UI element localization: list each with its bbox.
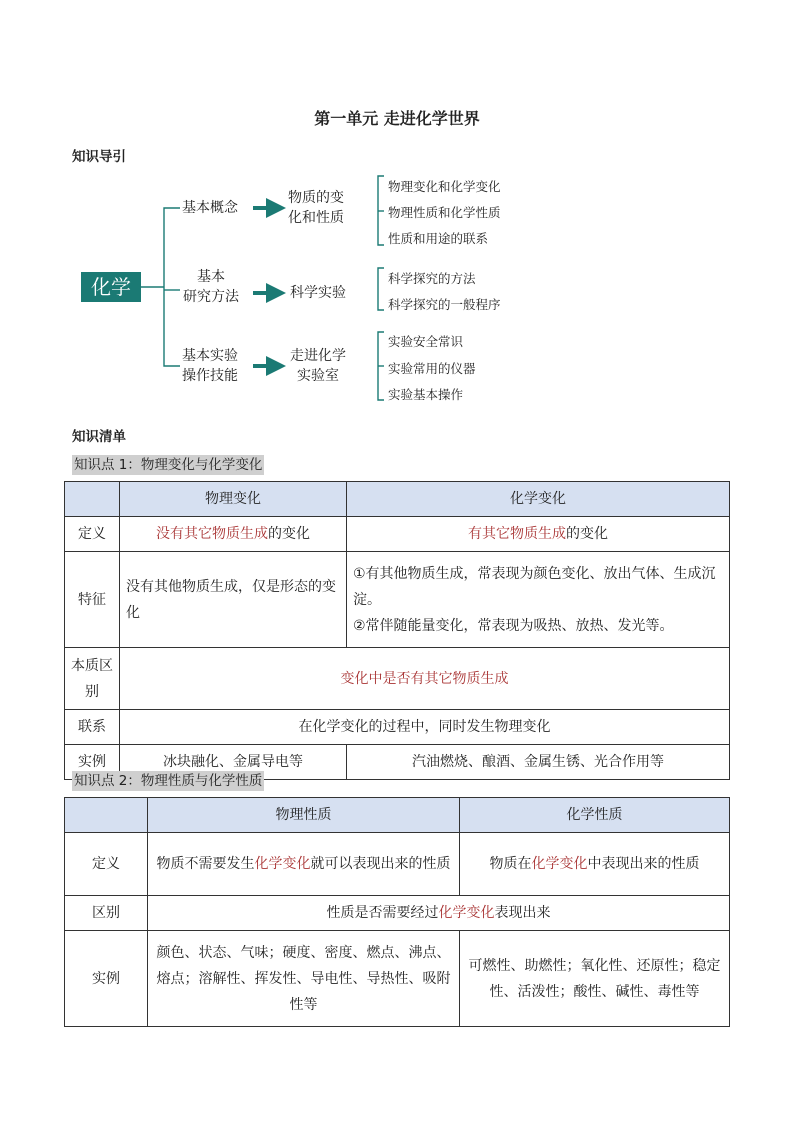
leaf-item: 性质和用途的联系: [388, 231, 489, 246]
row-label: 联系: [65, 710, 120, 745]
target-science-experiment: 科学实验: [290, 285, 346, 301]
mind-map: [0, 0, 794, 420]
row-label: 实例: [65, 931, 148, 1027]
table-cell: 没有其他物质生成，仅是形态的变化: [120, 552, 347, 648]
table-cell: 冰块融化、金属导电等: [120, 745, 347, 780]
topic-2-label: 知识点 2：物理性质与化学性质: [74, 773, 263, 789]
header-cell: 化学变化: [347, 482, 730, 517]
row-label: 区别: [65, 896, 148, 931]
leaf-item: 科学探究的方法: [388, 271, 476, 286]
header-cell: 化学性质: [460, 798, 730, 833]
row-label: 定义: [65, 833, 148, 896]
leaf-item: 实验常用的仪器: [388, 361, 476, 376]
topic-1-label: 知识点 1：物理变化与化学变化: [74, 457, 263, 473]
leaf-item: 物理性质和化学性质: [388, 205, 501, 220]
table-cell: ①有其他物质生成，常表现为颜色变化、放出气体、生成沉淀。 ②常伴随能量变化，常表现为吸热、放热、发光等。: [347, 552, 730, 648]
topic-1-table: [64, 481, 730, 780]
table-cell: 物质不需要发生化学变化就可以表现出来的性质: [148, 833, 460, 896]
leaf-item: 实验安全常识: [388, 334, 464, 349]
leaf-item: 科学探究的一般程序: [388, 297, 501, 312]
table-cell: 汽油燃烧、酿酒、金属生锈、光合作用等: [347, 745, 730, 780]
leaf-item: 物理变化和化学变化: [388, 179, 501, 194]
target-lab-room: 走进化学 实验室: [290, 348, 346, 384]
table-cell: 物质在化学变化中表现出来的性质: [460, 833, 730, 896]
row-label: 特征: [65, 552, 120, 648]
table-cell: 性质是否需要经过化学变化表现出来: [148, 896, 730, 931]
header-cell: [65, 482, 120, 517]
concept-research-method: 基本 研究方法: [183, 269, 239, 305]
table-cell: 有其它物质生成的变化: [347, 517, 730, 552]
header-cell: 物理变化: [120, 482, 347, 517]
mind-map-root: 化学: [81, 272, 141, 302]
row-label: 定义: [65, 517, 120, 552]
header-cell: 物理性质: [148, 798, 460, 833]
guide-heading: 知识导引: [72, 149, 126, 165]
concept-lab-skills: 基本实验 操作技能: [182, 348, 238, 384]
row-label: 本质区别: [65, 648, 120, 710]
topic-2-table: [64, 797, 730, 1027]
row-label: 实例: [65, 745, 120, 780]
table-cell: 没有其它物质生成的变化: [120, 517, 347, 552]
target-matter-change: 物质的变 化和性质: [288, 190, 344, 226]
list-heading: 知识清单: [72, 429, 126, 445]
concept-basic: 基本概念: [182, 200, 238, 216]
leaf-item: 实验基本操作: [388, 387, 464, 402]
table-cell: 颜色、状态、气味；硬度、密度、燃点、沸点、熔点；溶解性、挥发性、导电性、导热性、吸附性等: [148, 931, 460, 1027]
table-cell: 在化学变化的过程中，同时发生物理变化: [120, 710, 730, 745]
table-cell: 可燃性、助燃性；氧化性、还原性；稳定性、活泼性；酸性、碱性、毒性等: [460, 931, 730, 1027]
table-cell: 变化中是否有其它物质生成: [120, 648, 730, 710]
page-title: 第一单元 走进化学世界: [314, 109, 480, 128]
header-cell: [65, 798, 148, 833]
